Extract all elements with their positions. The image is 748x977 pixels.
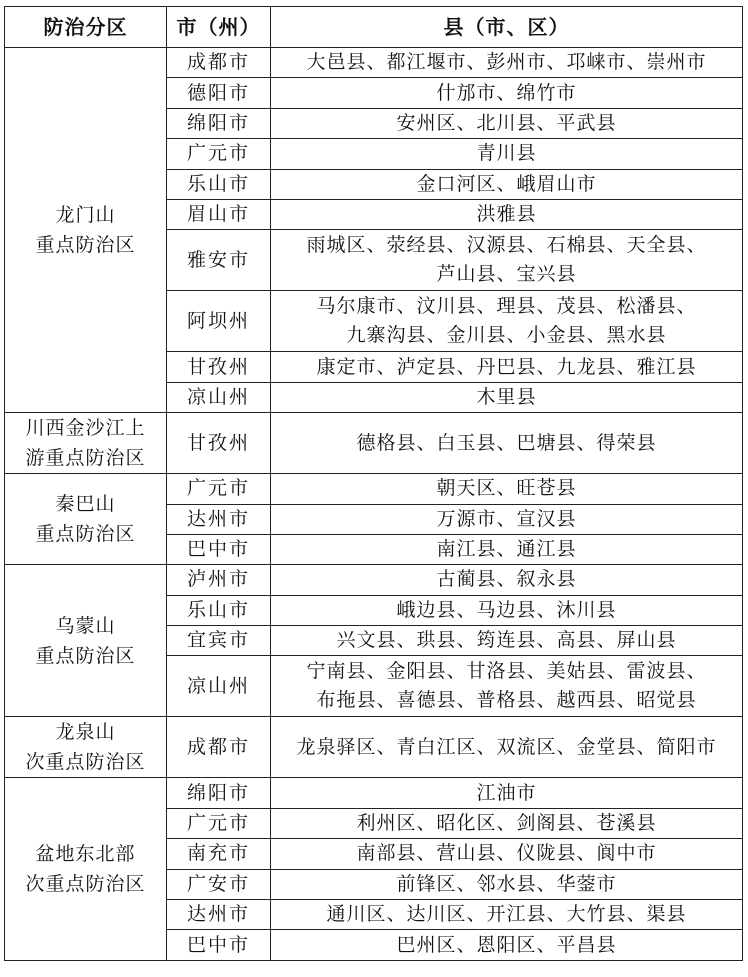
table-body (5, 48, 743, 961)
header-city: 市（州） (167, 7, 271, 48)
city-cell: 达州市 (167, 504, 271, 534)
zone-name-cell (5, 413, 167, 474)
counties-cell: 大邑县、都江堰市、彭州市、邛崃市、崇州市 (271, 48, 743, 78)
header-zone: 防治分区 (5, 7, 167, 48)
zone-name-cell (5, 565, 167, 717)
zone-name-line: 次重点防治区 (25, 751, 146, 774)
city-cell: 甘孜州 (167, 413, 271, 474)
counties-cell: 什邡市、绵竹市 (271, 78, 743, 108)
city-cell: 巴中市 (167, 930, 271, 960)
table-row (5, 717, 743, 778)
zone-name-cell (5, 474, 167, 565)
counties-cell: 峨边县、马边县、沐川县 (271, 595, 743, 625)
city-cell: 广元市 (167, 808, 271, 838)
counties-cell: 兴文县、珙县、筠连县、高县、屏山县 (271, 626, 743, 656)
zone-name-line: 重点防治区 (35, 234, 136, 257)
city-cell: 宜宾市 (167, 626, 271, 656)
prevention-zone-table (4, 6, 743, 961)
city-cell: 成都市 (167, 717, 271, 778)
counties-cell: 康定市、泸定县、丹巴县、九龙县、雅江县 (271, 352, 743, 382)
document-page (4, 6, 742, 961)
counties-cell: 古蔺县、叙永县 (271, 565, 743, 595)
zone-name-line: 重点防治区 (35, 523, 136, 546)
counties-cell: 龙泉驿区、青白江区、双流区、金堂县、简阳市 (271, 717, 743, 778)
city-cell: 甘孜州 (167, 352, 271, 382)
header-counties: 县（市、区） (271, 7, 743, 48)
city-cell: 广元市 (167, 139, 271, 169)
counties-cell: 金口河区、峨眉山市 (271, 169, 743, 199)
counties-cell: 利州区、昭化区、剑阁县、苍溪县 (271, 808, 743, 838)
table-row (5, 48, 743, 78)
zone-name-line: 盆地东北部 (35, 843, 136, 866)
table-row (5, 565, 743, 595)
counties-cell: 江油市 (271, 778, 743, 808)
zone-name-line: 龙门山 (55, 204, 116, 227)
table-row (5, 778, 743, 808)
counties-cell: 洪雅县 (271, 199, 743, 229)
counties-cell: 朝天区、旺苍县 (271, 474, 743, 504)
counties-cell: 南江县、通江县 (271, 534, 743, 564)
city-cell: 德阳市 (167, 78, 271, 108)
city-cell: 眉山市 (167, 199, 271, 229)
counties-cell: 马尔康市、汶川县、理县、茂县、松潘县、 九寨沟县、金川县、小金县、黑水县 (271, 291, 743, 352)
city-cell: 广安市 (167, 869, 271, 899)
city-cell: 雅安市 (167, 230, 271, 291)
table-row (5, 474, 743, 504)
counties-cell: 德格县、白玉县、巴塘县、得荣县 (271, 413, 743, 474)
city-cell: 绵阳市 (167, 108, 271, 138)
city-cell: 广元市 (167, 474, 271, 504)
counties-cell: 通川区、达川区、开江县、大竹县、渠县 (271, 900, 743, 930)
zone-name-line: 川西金沙江上 (25, 417, 146, 440)
table-row (5, 413, 743, 474)
city-cell: 泸州市 (167, 565, 271, 595)
counties-cell: 木里县 (271, 382, 743, 412)
zone-name-cell (5, 48, 167, 413)
zone-name-cell (5, 778, 167, 960)
zone-name-line: 游重点防治区 (25, 447, 146, 470)
counties-cell: 巴州区、恩阳区、平昌县 (271, 930, 743, 960)
table-header (5, 7, 743, 48)
city-cell: 凉山州 (167, 656, 271, 717)
city-cell: 绵阳市 (167, 778, 271, 808)
zone-name-cell (5, 717, 167, 778)
counties-cell: 前锋区、邻水县、华蓥市 (271, 869, 743, 899)
city-cell: 南充市 (167, 839, 271, 869)
city-cell: 乐山市 (167, 169, 271, 199)
counties-cell: 南部县、营山县、仪陇县、阆中市 (271, 839, 743, 869)
zone-name-line: 重点防治区 (35, 644, 136, 667)
city-cell: 巴中市 (167, 534, 271, 564)
city-cell: 达州市 (167, 900, 271, 930)
city-cell: 乐山市 (167, 595, 271, 625)
zone-name-line: 秦巴山 (55, 493, 116, 516)
counties-cell: 宁南县、金阳县、甘洛县、美姑县、雷波县、 布拖县、喜德县、普格县、越西县、昭觉县 (271, 656, 743, 717)
counties-cell: 安州区、北川县、平武县 (271, 108, 743, 138)
header-row (5, 7, 743, 48)
city-cell: 凉山州 (167, 382, 271, 412)
city-cell: 阿坝州 (167, 291, 271, 352)
zone-name-line: 乌蒙山 (55, 614, 116, 637)
zone-name-line: 次重点防治区 (25, 873, 146, 896)
zone-name-line: 龙泉山 (55, 721, 116, 744)
counties-cell: 万源市、宣汉县 (271, 504, 743, 534)
counties-cell: 雨城区、荥经县、汉源县、石棉县、天全县、 芦山县、宝兴县 (271, 230, 743, 291)
counties-cell: 青川县 (271, 139, 743, 169)
city-cell: 成都市 (167, 48, 271, 78)
